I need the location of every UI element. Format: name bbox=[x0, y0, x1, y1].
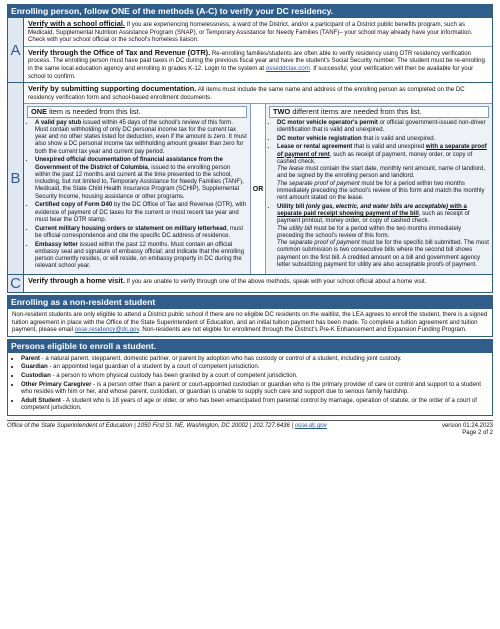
home-visit-text: If you are unable to verify through one of the above methods, speak with your school official about a home visit. bbox=[124, 278, 427, 286]
list-item: • Lease or rental agreement that is valid and unexpired with a separate proof of payment of rent, such as receipt of payment, money order, or copy of cashed check. The lease must contain the start date, monthly rent amount, name of landlord, and be signed by the enrolling person and landlord. The separate proof of payment must be for a period within two months immediately preceding the school's review of this form and match the monthly rent amount stated on the lease. bbox=[277, 144, 489, 202]
osse-site-link[interactable]: osse.dc.gov bbox=[294, 423, 327, 430]
residency-verification-page bbox=[7, 4, 493, 438]
list-item: • Adult Student - A student who is 18 years of age or older, or who has been emancipated from parental control by marriage, operation of statute, or the order of a court of competent jurisdiction. bbox=[21, 397, 488, 412]
one-item-column bbox=[24, 104, 250, 274]
school-official-lead: Verify with a school official. bbox=[28, 19, 125, 28]
list-item: • Parent - a natural parent, stepparent, domestic partner, or parent by adoption who has custody or control of a student, including joint custody. bbox=[21, 355, 488, 363]
page-footer bbox=[7, 420, 493, 438]
section-a-letter: A bbox=[8, 18, 24, 82]
home-visit-block bbox=[24, 275, 492, 288]
list-item: • Other Primary Caregiver - is a person other than a parent or court-appointed custodian or guardian who is the primary provider of care or control and support to a student who resides with him or her, and whose parent, custodian, or guardian is unable to supply such care and support due to serious family hardship. bbox=[21, 381, 488, 396]
list-item: • Embassy letter issued within the past 12 months. Must contain an official embassy seal and signature of embassy official; and indicate that the enrolling person currently resides, or will reside, on embassy property in DC during the relevant school year. bbox=[35, 242, 247, 271]
two-items-heading: TWO different items are needed from this list. bbox=[269, 106, 489, 117]
methods-header: Enrolling person, follow ONE of the methods (A-C) to verify your DC residency. bbox=[7, 4, 493, 18]
list-item: • DC motor vehicle registration that is valid and unexpired. bbox=[277, 136, 489, 143]
nonresident-header: Enrolling as a non-resident student bbox=[7, 295, 493, 309]
school-official-block bbox=[24, 18, 492, 46]
list-item: • DC motor vehicle operator's permit or official government-issued non-driver identification that is valid and unexpired. bbox=[277, 120, 489, 135]
otr-text-after: . If successful, your verification will then be available for your school to confirm. bbox=[28, 64, 474, 80]
section-b-letter: B bbox=[8, 83, 24, 274]
documentation-text: All items must include the same name and address of the enrolling person as completed on the DC residency verification form and school-based enrollment documents. bbox=[28, 86, 465, 101]
documentation-columns bbox=[24, 103, 492, 274]
footer-address: Office of the State Superintendent of Education | 1050 First St. NE, Washington, DC 20002 | 202.727.6436 | osse.dc.gov bbox=[7, 423, 327, 430]
list-item: • Unexpired official documentation of financial assistance from the Government of the District of Columbia, issued to the enrolling person within the past 12 months and current at the time presented to the school, including, but not limited to, Temporary Assistance for Needy Families (TANF), Medicaid, the State Child Health Insurance Program (SCHIP), Supplemental Security Income, housing assistance or other programs. bbox=[35, 157, 247, 201]
list-item: • Certified copy of Form D40 by the DC Office of Tax and Revenue (OTR), with evidence of payment of DC taxes for the current or most recent tax year and must bear the OTR stamp. bbox=[35, 202, 247, 224]
list-item: • A valid pay stub issued within 45 days of the school's review of this form. Must contain withholding of only DC personal income tax for the current tax year and no other states listed for deduction, even if the amount is zero. It must also show a DC personal income tax withholding amount greater than zero for both the current tax year and current pay period. bbox=[35, 120, 247, 156]
nonresident-text: Non-resident students are only eligible to attend a District public school if there are no eligible DC residents on the waitlist, the LEA agrees to enroll the student, there is a signed tuition agreement in place with the Office of the State Superintendent of Education, and an initial tuition payment has been made. To complete a tuition agreement and tuition payment, please email osse.residency@dc.gov. Non-residents are not eligible for enrollment through the District's Pre-K Enhancement and Expansion Funding Program. bbox=[7, 309, 493, 337]
one-item-heading: ONE item is needed from this list. bbox=[27, 106, 247, 117]
two-items-column bbox=[265, 104, 492, 274]
otr-link[interactable]: osseddctax.com bbox=[265, 64, 310, 72]
home-visit-lead: Verify through a home visit. bbox=[28, 276, 125, 286]
list-item: • Custodian - a person to whom physical custody has been granted by a court of competent jurisdiction. bbox=[21, 372, 488, 380]
footer-version: version 01.24.2023 Page 2 of 2 bbox=[441, 423, 493, 437]
section-c-letter: C bbox=[8, 275, 24, 292]
page-number: Page 2 of 2 bbox=[462, 430, 493, 437]
eligible-persons-list bbox=[7, 353, 493, 416]
school-official-text: If you are experiencing homelessness, a ward of the District, and/or a participant of a District public benefits program, such as Medicaid, Supplemental Nutrition Assistance Program (SNAP), or Temporary Assistance for Needy Families (TANF)– your school may already have your information. Check with your school official or the school's homeless liaison. bbox=[28, 21, 473, 44]
residency-email-link[interactable]: osse.residency@dc.gov bbox=[74, 326, 140, 334]
list-item: • Utility bill (only gas, electric, and water bills are acceptable) with a separate paid receipt showing payment of the bill, such as receipt of payment printout, money order, or copy of cashed check. The utility bill must be for a period within the two months immediately preceding the school's review of this form. The separate proof of payment must be for the specific bill submitted. The most common submission is two consecutive bills where the second bill shows payment on the first bill. A credited amount on a bill and government agency letter subsidizing payment for utility are also acceptable proofs of payment. bbox=[277, 204, 489, 269]
section-b bbox=[7, 83, 493, 275]
section-a bbox=[7, 18, 493, 83]
list-item: • Guardian - an appointed legal guardian of a student by a court of competent jurisdiction. bbox=[21, 363, 488, 371]
otr-text: Re-enrolling families/students are often able to verify residency using OTR residency verification process. The enrolling person must have paid taxes in DC during the previous fiscal year and have the student's Social Security number. The student must be re-enrolling in the same local education agency and enrolling in grades K-12. Login to the system at bbox=[28, 49, 485, 72]
list-item: • Current military housing orders or statement on military letterhead, must be official correspondence and cite the specific DC address of residence. bbox=[35, 226, 247, 241]
eligible-persons-header: Persons eligible to enroll a student. bbox=[7, 339, 493, 353]
documentation-lead: Verify by submitting supporting documentation. bbox=[28, 84, 197, 94]
or-divider: OR bbox=[250, 104, 265, 274]
section-c bbox=[7, 275, 493, 293]
documentation-intro bbox=[24, 83, 492, 103]
otr-block bbox=[24, 46, 492, 82]
otr-lead: Verify through the Office of Tax and Revenue (OTR). bbox=[28, 47, 211, 57]
